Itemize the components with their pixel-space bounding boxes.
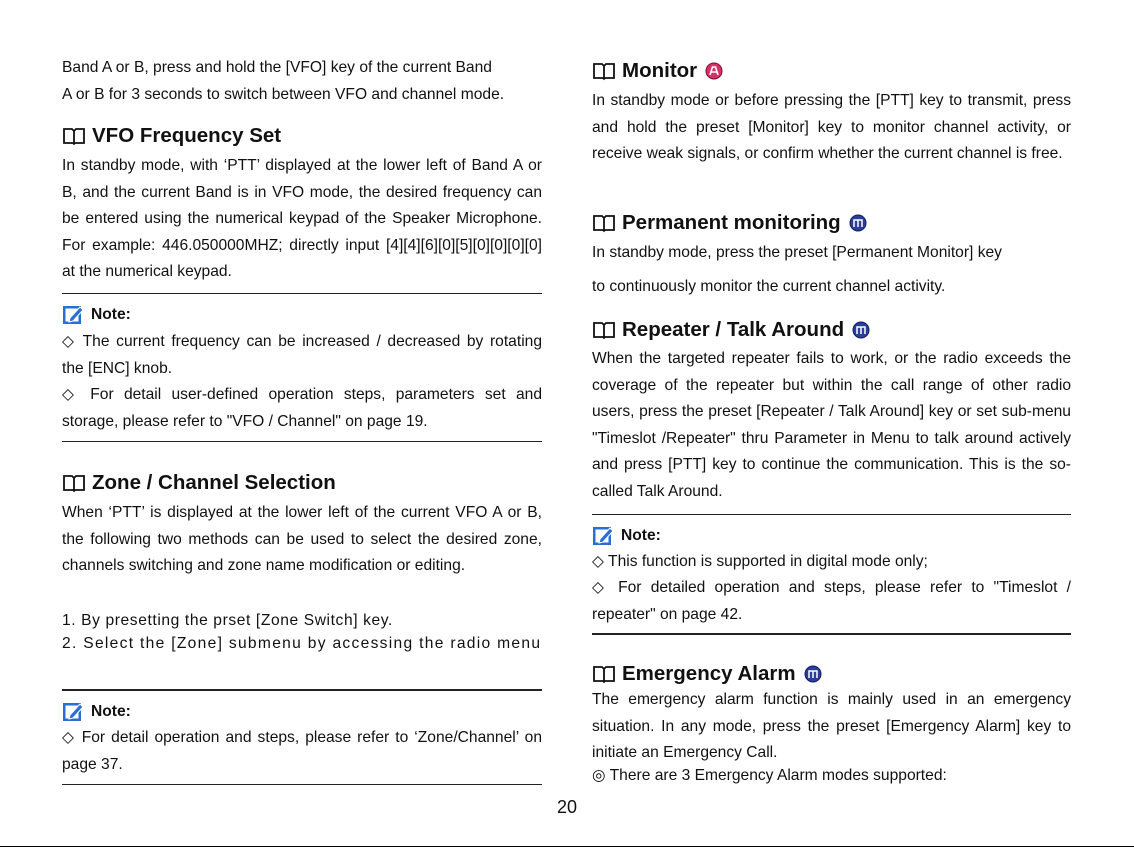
monitor-body: In standby mode or before pressing the [PTT] key to transmit, press and hold the preset [Monitor] key to monitor channel activity, or receive weak signals, or confirm whether the current channel is free. xyxy=(592,92,1071,162)
zone-note-header xyxy=(62,700,131,723)
monitor-title: Monitor xyxy=(622,59,698,82)
permanent-title: Permanent monitoring xyxy=(622,211,841,234)
monitor-heading xyxy=(592,59,723,83)
book-icon xyxy=(592,320,616,340)
repeater-body: When the targeted repeater fails to work, or the radio exceeds the coverage of the repeater but within the call range of other radio users, press the preset [Repeater / Talk Around] key or set sub-menu "Timeslot /Repeater" thru Parameter in Menu to talk around actively and press [PTT] key to continue the communication. This is the so-called Talk Around. xyxy=(592,350,1071,500)
repeater-note-header xyxy=(592,524,661,547)
book-icon xyxy=(62,126,86,146)
digital-mode-icon xyxy=(849,214,867,232)
digital-mode-icon xyxy=(804,665,822,683)
divider xyxy=(62,689,542,691)
zone-title: Zone / Channel Selection xyxy=(92,471,336,494)
emergency-heading xyxy=(592,662,822,686)
permanent-line-1: In standby mode, press the preset [Permanent Monitor] key xyxy=(592,244,1002,261)
vfo-heading xyxy=(62,124,281,148)
zone-note-1: ◇ For detail operation and steps, please refer to ‘Zone/Channel’ on page 37. xyxy=(62,729,542,773)
book-icon xyxy=(592,664,616,684)
divider xyxy=(592,633,1071,635)
zone-step-1: 1. By presetting the prset [Zone Switch] key. xyxy=(62,612,393,629)
vfo-note-2: ◇ For detail user-defined operation steps, parameters set and storage, please refer to "VFO / Channel" on page 19. xyxy=(62,386,542,430)
repeater-title: Repeater / Talk Around xyxy=(622,318,845,341)
book-icon xyxy=(62,473,86,493)
emergency-body: The emergency alarm function is mainly used in an emergency situation. In any mode, press the preset [Emergency Alarm] key to initiate an Emergency Call. xyxy=(592,691,1071,761)
page-number: 20 xyxy=(556,797,578,817)
vfo-body: In standby mode, with ‘PTT’ displayed at the lower left of Band A or B, and the current Band is in VFO mode, the desired frequency can be entered using the numerical keypad of the Speaker Microphone. For example: 446.050000MHZ; directly input [4][4][6][0][5][0][0][0][0] at the numerical keypad. xyxy=(62,157,542,280)
repeater-heading xyxy=(592,318,870,342)
divider xyxy=(62,784,542,785)
repeater-note-label: Note: xyxy=(621,526,661,544)
book-icon xyxy=(592,213,616,233)
permanent-line-2: to continuously monitor the current channel activity. xyxy=(592,278,946,295)
zone-step-2: 2. Select the [Zone] submenu by accessing the radio menu xyxy=(62,635,542,652)
permanent-heading xyxy=(592,211,867,235)
intro-line-1: Band A or B, press and hold the [VFO] key of the current Band xyxy=(62,59,492,76)
book-icon xyxy=(592,61,616,81)
intro-line-2: A or B for 3 seconds to switch between VFO and channel mode. xyxy=(62,86,505,103)
digital-mode-icon xyxy=(852,321,870,339)
vfo-title: VFO Frequency Set xyxy=(92,124,282,147)
zone-note-label: Note: xyxy=(91,702,131,720)
page-bottom-line xyxy=(0,846,1134,847)
zone-heading xyxy=(62,471,336,495)
repeater-note-1: ◇ This function is supported in digital mode only; xyxy=(592,553,928,570)
divider xyxy=(592,514,1071,515)
emergency-modes: ◎ There are 3 Emergency Alarm modes supported: xyxy=(592,767,947,784)
note-edit-icon xyxy=(62,303,85,326)
vfo-note-header xyxy=(62,303,131,326)
emergency-title: Emergency Alarm xyxy=(622,662,796,685)
note-edit-icon xyxy=(592,524,615,547)
zone-body: When ‘PTT’ is displayed at the lower left of the current VFO A or B, the following two methods can be used to select the desired zone, channels switching and zone name modification or editing. xyxy=(62,504,542,574)
analog-mode-icon xyxy=(705,62,723,80)
divider xyxy=(62,293,542,294)
divider xyxy=(62,441,542,442)
repeater-note-2: ◇ For detailed operation and steps, please refer to "Timeslot / repeater" on page 42. xyxy=(592,579,1071,623)
vfo-note-1: ◇ The current frequency can be increased / decreased by rotating the [ENC] knob. xyxy=(62,333,542,377)
note-edit-icon xyxy=(62,700,85,723)
vfo-note-label: Note: xyxy=(91,305,131,323)
